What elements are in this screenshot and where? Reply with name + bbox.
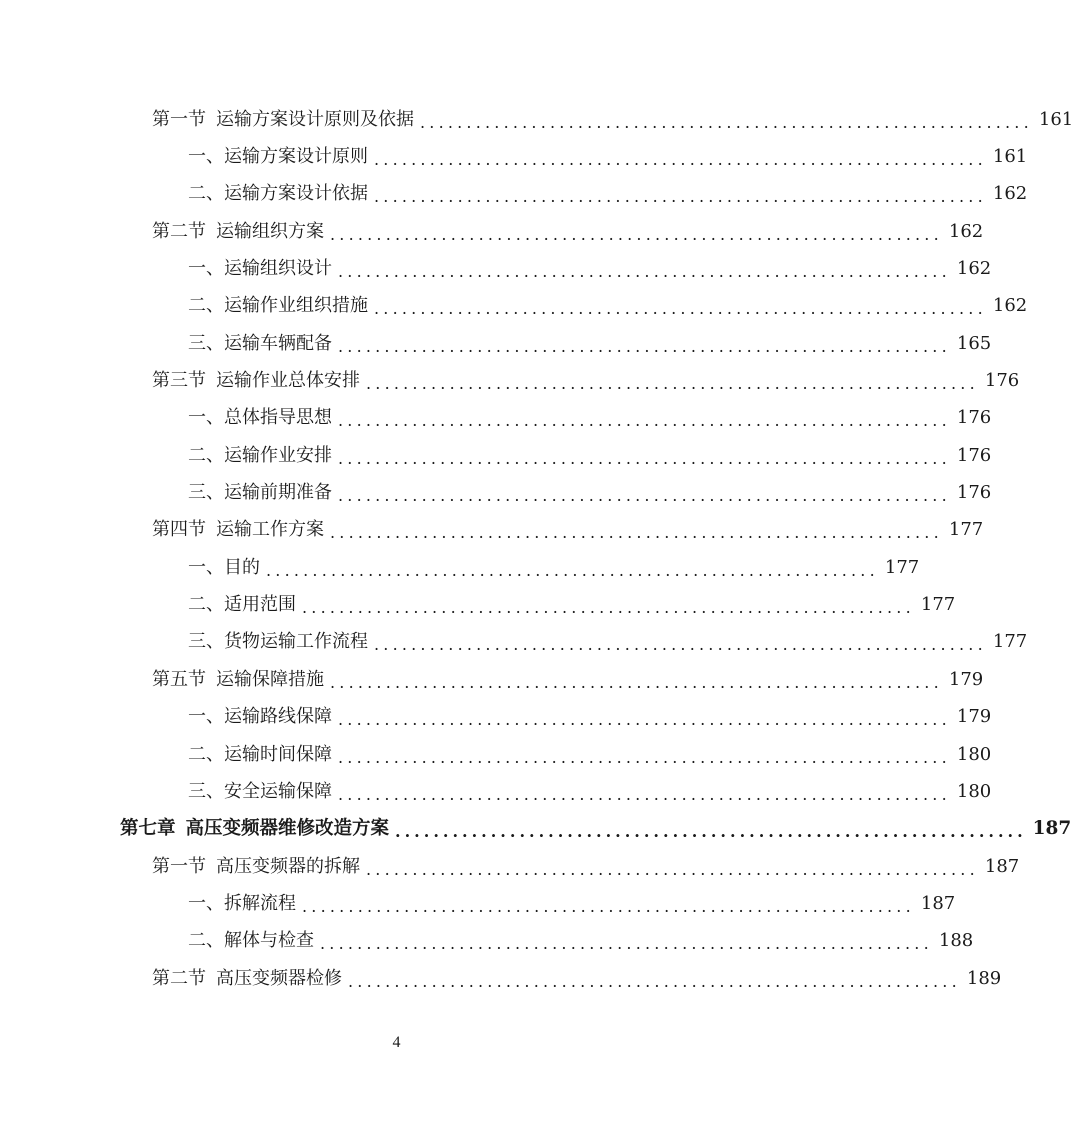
- toc-entry-item[interactable]: [0, 885, 956, 922]
- toc-entry-text: 运输组织方案: [216, 220, 324, 242]
- toc-leader-dots: ..................................................................: [338, 784, 951, 804]
- toc-entry-title: [188, 932, 314, 950]
- toc-leader-dots: ..................................................................: [395, 822, 1027, 842]
- toc-leader-dots: ..................................................................: [266, 560, 879, 580]
- toc-entry-page: 162: [948, 220, 984, 242]
- toc-entry-page: 187: [1032, 817, 1072, 839]
- toc-entry-page: 176: [956, 407, 992, 429]
- toc-entry-number: 三、: [188, 482, 224, 504]
- toc-entry-number: 二、: [188, 295, 224, 317]
- toc-entry-page: 177: [992, 631, 1028, 653]
- toc-entry-title: [152, 668, 324, 690]
- toc-entry-number: 一、: [188, 556, 224, 578]
- toc-entry-item[interactable]: [0, 288, 1028, 325]
- toc-entry-item[interactable]: [0, 699, 992, 736]
- toc-entry-text: 运输方案设计原则: [224, 146, 368, 168]
- toc-entry-section[interactable]: [0, 960, 1002, 997]
- toc-entry-number: 第二节: [152, 220, 206, 242]
- toc-entry-text: 总体指导思想: [224, 407, 332, 429]
- toc-entry-page: 162: [956, 258, 992, 280]
- toc-entry-title: [188, 332, 332, 354]
- toc-entry-number: 二、: [188, 594, 224, 616]
- toc-entry-number: 第七章: [120, 817, 176, 839]
- toc-entry-page: 161: [1038, 108, 1073, 130]
- toc-entry-number: 二、: [188, 444, 224, 466]
- toc-entry-number: 三、: [188, 631, 224, 653]
- toc-entry-item[interactable]: [0, 549, 920, 586]
- toc-leader-dots: ..................................................................: [420, 112, 1033, 132]
- toc-entry-page: 187: [984, 855, 1020, 877]
- toc-entry-section[interactable]: [0, 848, 1020, 885]
- toc-leader-dots: ..................................................................: [338, 710, 951, 730]
- toc-leader-dots: ..................................................................: [302, 598, 915, 618]
- toc-entry-page: 162: [992, 183, 1028, 205]
- page-number: 4: [392, 1034, 401, 1051]
- toc-entry-page: 179: [948, 668, 984, 690]
- toc-entry-text: 解体与检查: [224, 930, 314, 952]
- toc-entry-number: 第五节: [152, 668, 206, 690]
- toc-entry-number: 三、: [188, 780, 224, 802]
- toc-leader-dots: ..................................................................: [302, 896, 915, 916]
- toc-leader-dots: ..................................................................: [338, 747, 951, 767]
- toc-entry-text: 适用范围: [224, 594, 296, 616]
- toc-leader-dots: ..................................................................: [374, 635, 987, 655]
- toc-entry-title: [188, 780, 332, 802]
- toc-entry-chapter[interactable]: [0, 811, 1072, 848]
- toc-entry-section[interactable]: [0, 362, 1020, 399]
- toc-entry-title: [188, 484, 332, 502]
- toc-entry-item[interactable]: [0, 250, 992, 287]
- toc-entry-text: 运输方案设计原则及依据: [216, 108, 414, 130]
- toc-entry-title: [188, 260, 332, 278]
- toc-entry-page: 187: [920, 892, 956, 914]
- toc-entry-number: 第一节: [152, 855, 206, 877]
- toc-entry-title: [152, 372, 360, 390]
- toc-entry-number: 第四节: [152, 519, 206, 541]
- toc-entry-title: [188, 633, 368, 651]
- toc-entry-text: 目的: [224, 556, 260, 578]
- toc-entry-title: [152, 108, 414, 130]
- toc-entry-item[interactable]: [0, 474, 992, 511]
- toc-leader-dots: ..................................................................: [338, 336, 951, 356]
- toc-entry-title: [188, 409, 332, 427]
- toc-entry-title: [188, 556, 260, 578]
- table-of-contents: [0, 101, 1073, 997]
- toc-entry-item[interactable]: [0, 437, 992, 474]
- toc-entry-text: 运输时间保障: [224, 743, 332, 765]
- toc-leader-dots: ..................................................................: [330, 672, 943, 692]
- toc-entry-page: 189: [966, 967, 1002, 989]
- toc-leader-dots: ..................................................................: [348, 971, 961, 991]
- toc-entry-item[interactable]: [0, 923, 974, 960]
- toc-entry-number: 第三节: [152, 370, 206, 392]
- toc-entry-title: [188, 708, 332, 726]
- toc-entry-text: 高压变频器检修: [216, 967, 342, 989]
- toc-entry-page: 188: [938, 930, 974, 952]
- toc-leader-dots: ..................................................................: [330, 224, 943, 244]
- toc-entry-text: 拆解流程: [224, 892, 296, 914]
- toc-entry-page: 161: [992, 146, 1028, 168]
- toc-entry-number: 一、: [188, 706, 224, 728]
- toc-entry-text: 运输工作方案: [216, 519, 324, 541]
- toc-entry-title: [152, 220, 324, 242]
- toc-entry-title: [188, 743, 332, 765]
- toc-entry-number: 第一节: [152, 108, 206, 130]
- toc-leader-dots: ..................................................................: [330, 523, 943, 543]
- toc-leader-dots: ..................................................................: [320, 934, 933, 954]
- toc-leader-dots: ..................................................................: [338, 448, 951, 468]
- toc-entry-number: 三、: [188, 332, 224, 354]
- toc-entry-item[interactable]: [0, 624, 1028, 661]
- toc-entry-text: 高压变频器的拆解: [216, 855, 360, 877]
- toc-entry-section[interactable]: [0, 101, 1073, 138]
- toc-leader-dots: ..................................................................: [374, 187, 987, 207]
- toc-entry-section[interactable]: [0, 213, 984, 250]
- toc-entry-page: 177: [920, 594, 956, 616]
- toc-entry-title: [188, 596, 296, 614]
- toc-entry-number: 一、: [188, 146, 224, 168]
- toc-leader-dots: ..................................................................: [338, 486, 951, 506]
- toc-entry-title: [152, 521, 324, 539]
- toc-entry-page: 177: [884, 556, 920, 578]
- toc-entry-text: 运输保障措施: [216, 668, 324, 690]
- toc-entry-text: 运输作业安排: [224, 444, 332, 466]
- toc-entry-item[interactable]: [0, 736, 992, 773]
- toc-entry-page: 165: [956, 332, 992, 354]
- toc-entry-number: 二、: [188, 743, 224, 765]
- toc-entry-page: 176: [956, 482, 992, 504]
- toc-entry-text: 运输作业总体安排: [216, 370, 360, 392]
- toc-leader-dots: ..................................................................: [366, 859, 979, 879]
- toc-entry-item[interactable]: [0, 773, 992, 810]
- toc-entry-text: 运输前期准备: [224, 482, 332, 504]
- toc-entry-text: 安全运输保障: [224, 780, 332, 802]
- toc-entry-text: 运输车辆配备: [224, 332, 332, 354]
- toc-leader-dots: ..................................................................: [374, 299, 987, 319]
- toc-entry-number: 二、: [188, 183, 224, 205]
- toc-entry-page: 179: [956, 706, 992, 728]
- toc-entry-title: [152, 967, 342, 989]
- toc-leader-dots: ..................................................................: [338, 262, 951, 282]
- toc-leader-dots: ..................................................................: [366, 374, 979, 394]
- toc-entry-item[interactable]: [0, 400, 992, 437]
- toc-entry-title: [188, 185, 368, 203]
- toc-entry-title: [120, 817, 390, 839]
- toc-entry-page: 162: [992, 295, 1028, 317]
- toc-entry-item[interactable]: [0, 325, 992, 362]
- toc-leader-dots: ..................................................................: [374, 150, 987, 170]
- toc-entry-item[interactable]: [0, 138, 1028, 175]
- toc-entry-number: 第二节: [152, 967, 206, 989]
- toc-entry-title: [188, 892, 296, 914]
- toc-entry-page: 176: [984, 370, 1020, 392]
- toc-entry-page: 176: [956, 444, 992, 466]
- toc-entry-title: [188, 297, 368, 315]
- toc-entry-item[interactable]: [0, 176, 1028, 213]
- toc-entry-number: 一、: [188, 407, 224, 429]
- toc-entry-text: 运输组织设计: [224, 258, 332, 280]
- toc-entry-text: 运输方案设计依据: [224, 183, 368, 205]
- toc-entry-section[interactable]: [0, 661, 984, 698]
- toc-entry-number: 一、: [188, 258, 224, 280]
- toc-entry-title: [188, 444, 332, 466]
- toc-entry-page: 180: [956, 780, 992, 802]
- toc-entry-title: [152, 855, 360, 877]
- toc-entry-text: 运输路线保障: [224, 706, 332, 728]
- toc-entry-section[interactable]: [0, 512, 984, 549]
- toc-leader-dots: ..................................................................: [338, 411, 951, 431]
- toc-entry-page: 180: [956, 743, 992, 765]
- toc-entry-text: 运输作业组织措施: [224, 295, 368, 317]
- toc-entry-number: 二、: [188, 930, 224, 952]
- toc-entry-title: [188, 148, 368, 166]
- toc-entry-page: 177: [948, 519, 984, 541]
- toc-entry-text: 货物运输工作流程: [224, 631, 368, 653]
- toc-entry-item[interactable]: [0, 586, 956, 623]
- toc-entry-number: 一、: [188, 892, 224, 914]
- toc-entry-text: 高压变频器维修改造方案: [185, 817, 390, 839]
